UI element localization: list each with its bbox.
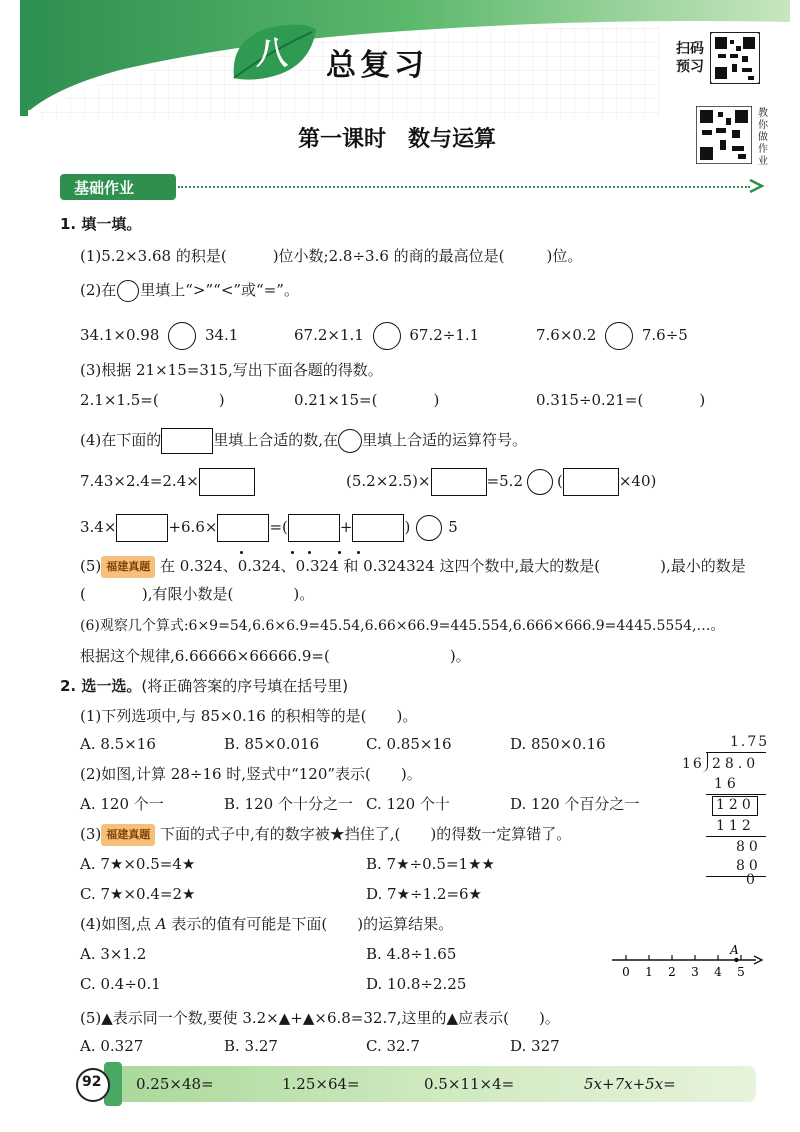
q1-p4-circle1[interactable]: [527, 469, 553, 495]
q2-s5-option-b[interactable]: B. 3.27: [224, 1037, 278, 1055]
q1-p1-text-b: )位小数;2.8÷3.6 的商的最高位是(: [272, 247, 505, 265]
division-bar: [706, 752, 766, 753]
q1-p4-box1[interactable]: [199, 468, 255, 496]
division-step: 120: [716, 797, 755, 813]
fujian-exam-tag: 福建真题: [101, 556, 155, 578]
q2-s4-option-c[interactable]: C. 0.4÷0.1: [80, 975, 161, 993]
q1-p4-box4[interactable]: [116, 514, 168, 542]
q2-title-row: [60, 676, 348, 696]
q1-part1: [80, 246, 582, 266]
q1-p2-expr2: 67.2×1.1: [294, 326, 364, 344]
q2-s3-text-a: (3): [80, 825, 102, 843]
q1-p4-expr1: 7.43×2.4=2.4×: [80, 472, 199, 490]
q1-p4-box2[interactable]: [431, 468, 487, 496]
q1-p2-circle2[interactable]: [373, 322, 401, 350]
division-dividend: 28.0: [712, 756, 760, 772]
q2-s5: [80, 1008, 560, 1028]
division-step: 80: [736, 839, 762, 855]
q2-s2-option-a[interactable]: A. 120 个一: [80, 795, 164, 813]
q2-s5-option-a[interactable]: A. 0.327: [80, 1037, 144, 1055]
q1-p2-expr2r: 67.2÷1.1: [409, 326, 480, 344]
repeat-dot: [240, 551, 243, 554]
arrow-right-icon: [748, 178, 764, 194]
q2-s3-option-b[interactable]: B. 7★÷0.5=1★★: [366, 855, 495, 873]
division-line: [706, 876, 766, 877]
q1-part5: [80, 556, 746, 578]
q2-s2: [80, 764, 422, 784]
q2-s2-text-a: (2)如图,计算 28÷16 时,竖式中“120”表示(: [80, 765, 371, 783]
number-line-tick-label: 2: [668, 965, 676, 979]
number-line-figure: [606, 944, 766, 984]
q1-p4-r2-c: =(: [269, 518, 288, 536]
q2-s5-text-b: )。: [538, 1009, 560, 1027]
q1-part6-line2: [80, 646, 471, 666]
q1-part5-line2: [80, 584, 314, 604]
division-step: 16: [714, 776, 740, 792]
division-divisor: 16: [682, 756, 704, 772]
q2-s2-text-b: )。: [400, 765, 422, 783]
q1-p3-row-c: [536, 390, 705, 410]
qr-code-side[interactable]: [696, 106, 752, 164]
q1-p3-expr2c: ): [433, 391, 440, 409]
q1-p4-circle2[interactable]: [416, 515, 442, 541]
q1-p5-l2-a: (: [80, 585, 86, 603]
q1-p3-expr3: 0.315÷0.21=(: [536, 391, 644, 409]
q1-p3-row-b: [294, 390, 439, 410]
q1-p6-text-a: 根据这个规律,6.66666×66666.9=(: [80, 647, 330, 665]
number-line: [606, 944, 766, 984]
q1-p2-circle1[interactable]: [168, 322, 196, 350]
footer-exercise-2: 1.25×64=: [282, 1075, 360, 1093]
q1-p2-circle3[interactable]: [605, 322, 633, 350]
division-step: 80: [736, 858, 762, 874]
scan-label-1: 扫码: [676, 41, 704, 57]
q1-part6-line1: (6)观察几个算式:6×9=54,6.6×6.9=45.54,6.66×66.9=445.554,6.666×666.9=4445.5554,…。: [80, 618, 725, 634]
repeat-dot: [308, 551, 311, 554]
q1-p5-text-c: ),最小的数是: [660, 557, 746, 575]
q1-p4-row2: [80, 514, 458, 542]
q1-part2: [80, 280, 299, 302]
q2-s3-option-a[interactable]: A. 7★×0.5=4★: [80, 855, 196, 873]
q2-s3: [80, 824, 571, 846]
q1-p4-box3[interactable]: [563, 468, 619, 496]
q2-s3-option-d[interactable]: D. 7★÷1.2=6★: [366, 885, 483, 903]
q2-s1-option-c[interactable]: C. 0.85×16: [366, 735, 452, 753]
q1-p4-box7[interactable]: [352, 514, 404, 542]
q1-p3-row-a: [80, 390, 225, 410]
q2-s1-text-a: (1)下列选项中,与 85×0.16 的积相等的是(: [80, 707, 367, 725]
q2-s4-text-c: )的运算结果。: [357, 915, 454, 933]
long-division-figure: [680, 730, 780, 886]
repeat-dot: [291, 551, 294, 554]
q1-p4-r2-a: 3.4×: [80, 518, 117, 536]
number-line-point: [734, 958, 738, 962]
q1-p3-expr2: 0.21×15=(: [294, 391, 378, 409]
q1-p6-text-b: )。: [449, 647, 471, 665]
q2-s3-text-c: )的得数一定算错了。: [430, 825, 572, 843]
q2-s3-text-b: 下面的式子中,有的数字被★挡住了,(: [155, 825, 401, 843]
q1-p2-row-c: [536, 322, 688, 350]
q2-s4-point: A: [155, 915, 167, 933]
q2-s3-option-c[interactable]: C. 7★×0.4=2★: [80, 885, 196, 903]
footer-exercise-4: 5x+7x+5x=: [584, 1075, 676, 1093]
q2-title: 2. 选一选。: [60, 677, 142, 695]
q2-s5-text-a: (5)▲表示同一个数,要使 3.2×▲+▲×6.8=32.7,这里的▲应表示(: [80, 1009, 509, 1027]
scan-label-2: 预习: [676, 59, 704, 75]
footer-exercise-3: 0.5×11×4=: [424, 1075, 515, 1093]
q1-p4-box-sample: [161, 428, 213, 454]
division-step: 112: [716, 818, 755, 834]
q1-part4: [80, 428, 527, 454]
q2-s4-text-a: (4)如图,点: [80, 915, 156, 933]
q1-part3: (3)根据 21×15=315,写出下面各题的得数。: [80, 361, 383, 379]
q1-p2-row-b: [294, 322, 479, 350]
q1-p4-circle-sample: [338, 429, 362, 453]
q1-title: 1. 填一填。: [60, 215, 142, 233]
q1-p3-expr3c: ): [699, 391, 706, 409]
q1-p1-text-a: (1)5.2×3.68 的积是(: [80, 247, 227, 265]
q2-s4-text-b: 表示的值有可能是下面(: [166, 915, 328, 933]
number-line-tick-label: 0: [622, 965, 630, 979]
q1-p4-expr2c: (: [557, 472, 563, 490]
q1-p5-l2-c: )。: [293, 585, 315, 603]
number-line-tick-label: 1: [645, 965, 653, 979]
q2-s2-option-b[interactable]: B. 120 个十分之一: [224, 795, 353, 813]
q2-s2-option-d[interactable]: D. 120 个百分之一: [510, 795, 640, 813]
q1-p4-box5[interactable]: [217, 514, 269, 542]
q2-s4-option-b[interactable]: B. 4.8÷1.65: [366, 945, 457, 963]
q2-s1-option-b[interactable]: B. 85×0.016: [224, 735, 320, 753]
q2-s4-option-d[interactable]: D. 10.8÷2.25: [366, 975, 467, 993]
q1-p4-text-c: 里填上合适的运算符号。: [362, 431, 528, 449]
page-number: 92: [82, 1074, 102, 1090]
number-line-point-label: A: [730, 944, 739, 957]
q1-p4-r2-d: +: [339, 518, 353, 536]
number-line-tick-label: 4: [714, 965, 722, 979]
unit-number: 八: [256, 34, 289, 72]
division-quotient: 1.75: [730, 734, 770, 750]
division-step: 0: [746, 872, 755, 888]
q2-s1-option-a[interactable]: A. 8.5×16: [80, 735, 156, 753]
q1-p1-text-c: )位。: [546, 247, 583, 265]
number-line-tick-label: 3: [691, 965, 699, 979]
q1-p2-expr3r: 7.6÷5: [641, 326, 688, 344]
q1-p4-box6[interactable]: [288, 514, 340, 542]
side-label: 教你做作业: [758, 108, 768, 167]
q1-p4-expr2: (5.2×2.5)×: [346, 472, 431, 490]
q1-p3-expr1: 2.1×1.5=(: [80, 391, 159, 409]
q1-p2-expr3: 7.6×0.2: [536, 326, 597, 344]
section-label: 基础作业: [74, 179, 135, 197]
q1-p4-r2-e: ): [404, 518, 411, 536]
number-line-tick-label: 5: [737, 965, 745, 979]
q2-s2-option-c[interactable]: C. 120 个十: [366, 795, 450, 813]
q2-s5-option-d[interactable]: D. 327: [510, 1037, 560, 1055]
q1-p2-circle-sample: [117, 280, 139, 302]
section-dotted-line: [178, 186, 750, 188]
q2-s1-option-d[interactable]: D. 850×0.16: [510, 735, 606, 753]
lesson-title: 第一课时 数与运算: [298, 127, 497, 152]
qr-code-top[interactable]: [710, 32, 760, 84]
q1-p2-text-b: 里填上“>”“<”或“=”。: [140, 281, 299, 299]
q1-p5-l2-b: ),有限小数是(: [141, 585, 234, 603]
fujian-exam-tag: 福建真题: [101, 824, 155, 846]
q1-p4-text-b: 里填上合适的数,在: [213, 431, 339, 449]
q1-p4-r2-f: 5: [448, 518, 458, 536]
q1-p4-row1-a: [80, 468, 255, 496]
q1-p4-text-a: (4)在下面的: [80, 431, 162, 449]
q2-title-note: (将正确答案的序号填在括号里): [141, 677, 349, 695]
q2-s4-option-a[interactable]: A. 3×1.2: [80, 945, 147, 963]
unit-title: 总复习: [326, 48, 428, 83]
q1-p4-row1-b: [346, 468, 656, 496]
q1-p3-expr1c: ): [218, 391, 225, 409]
q1-p5-text-b: 在 0.324、0.324、0.324 和 0.324324 这四个数中,最大的数是(: [155, 557, 601, 575]
footer-exercise-1: 0.25×48=: [136, 1075, 214, 1093]
q1-p2-expr1: 34.1×0.98: [80, 326, 160, 344]
q2-s4: [80, 914, 453, 934]
repeat-dot: [338, 551, 341, 554]
q2-s1-text-b: )。: [396, 707, 418, 725]
q2-s1: [80, 706, 417, 726]
q1-p4-expr2b: =5.2: [486, 472, 523, 490]
q1-p2-row: [80, 322, 238, 350]
q1-p2-text-a: (2)在: [80, 281, 117, 299]
q1-p2-expr1r: 34.1: [204, 326, 239, 344]
repeat-dot: [357, 551, 360, 554]
q1-p4-r2-b: +6.6×: [168, 518, 218, 536]
q1-p5-text-a: (5): [80, 557, 102, 575]
q1-p4-expr2d: ×40): [618, 472, 657, 490]
q2-s5-option-c[interactable]: C. 32.7: [366, 1037, 420, 1055]
